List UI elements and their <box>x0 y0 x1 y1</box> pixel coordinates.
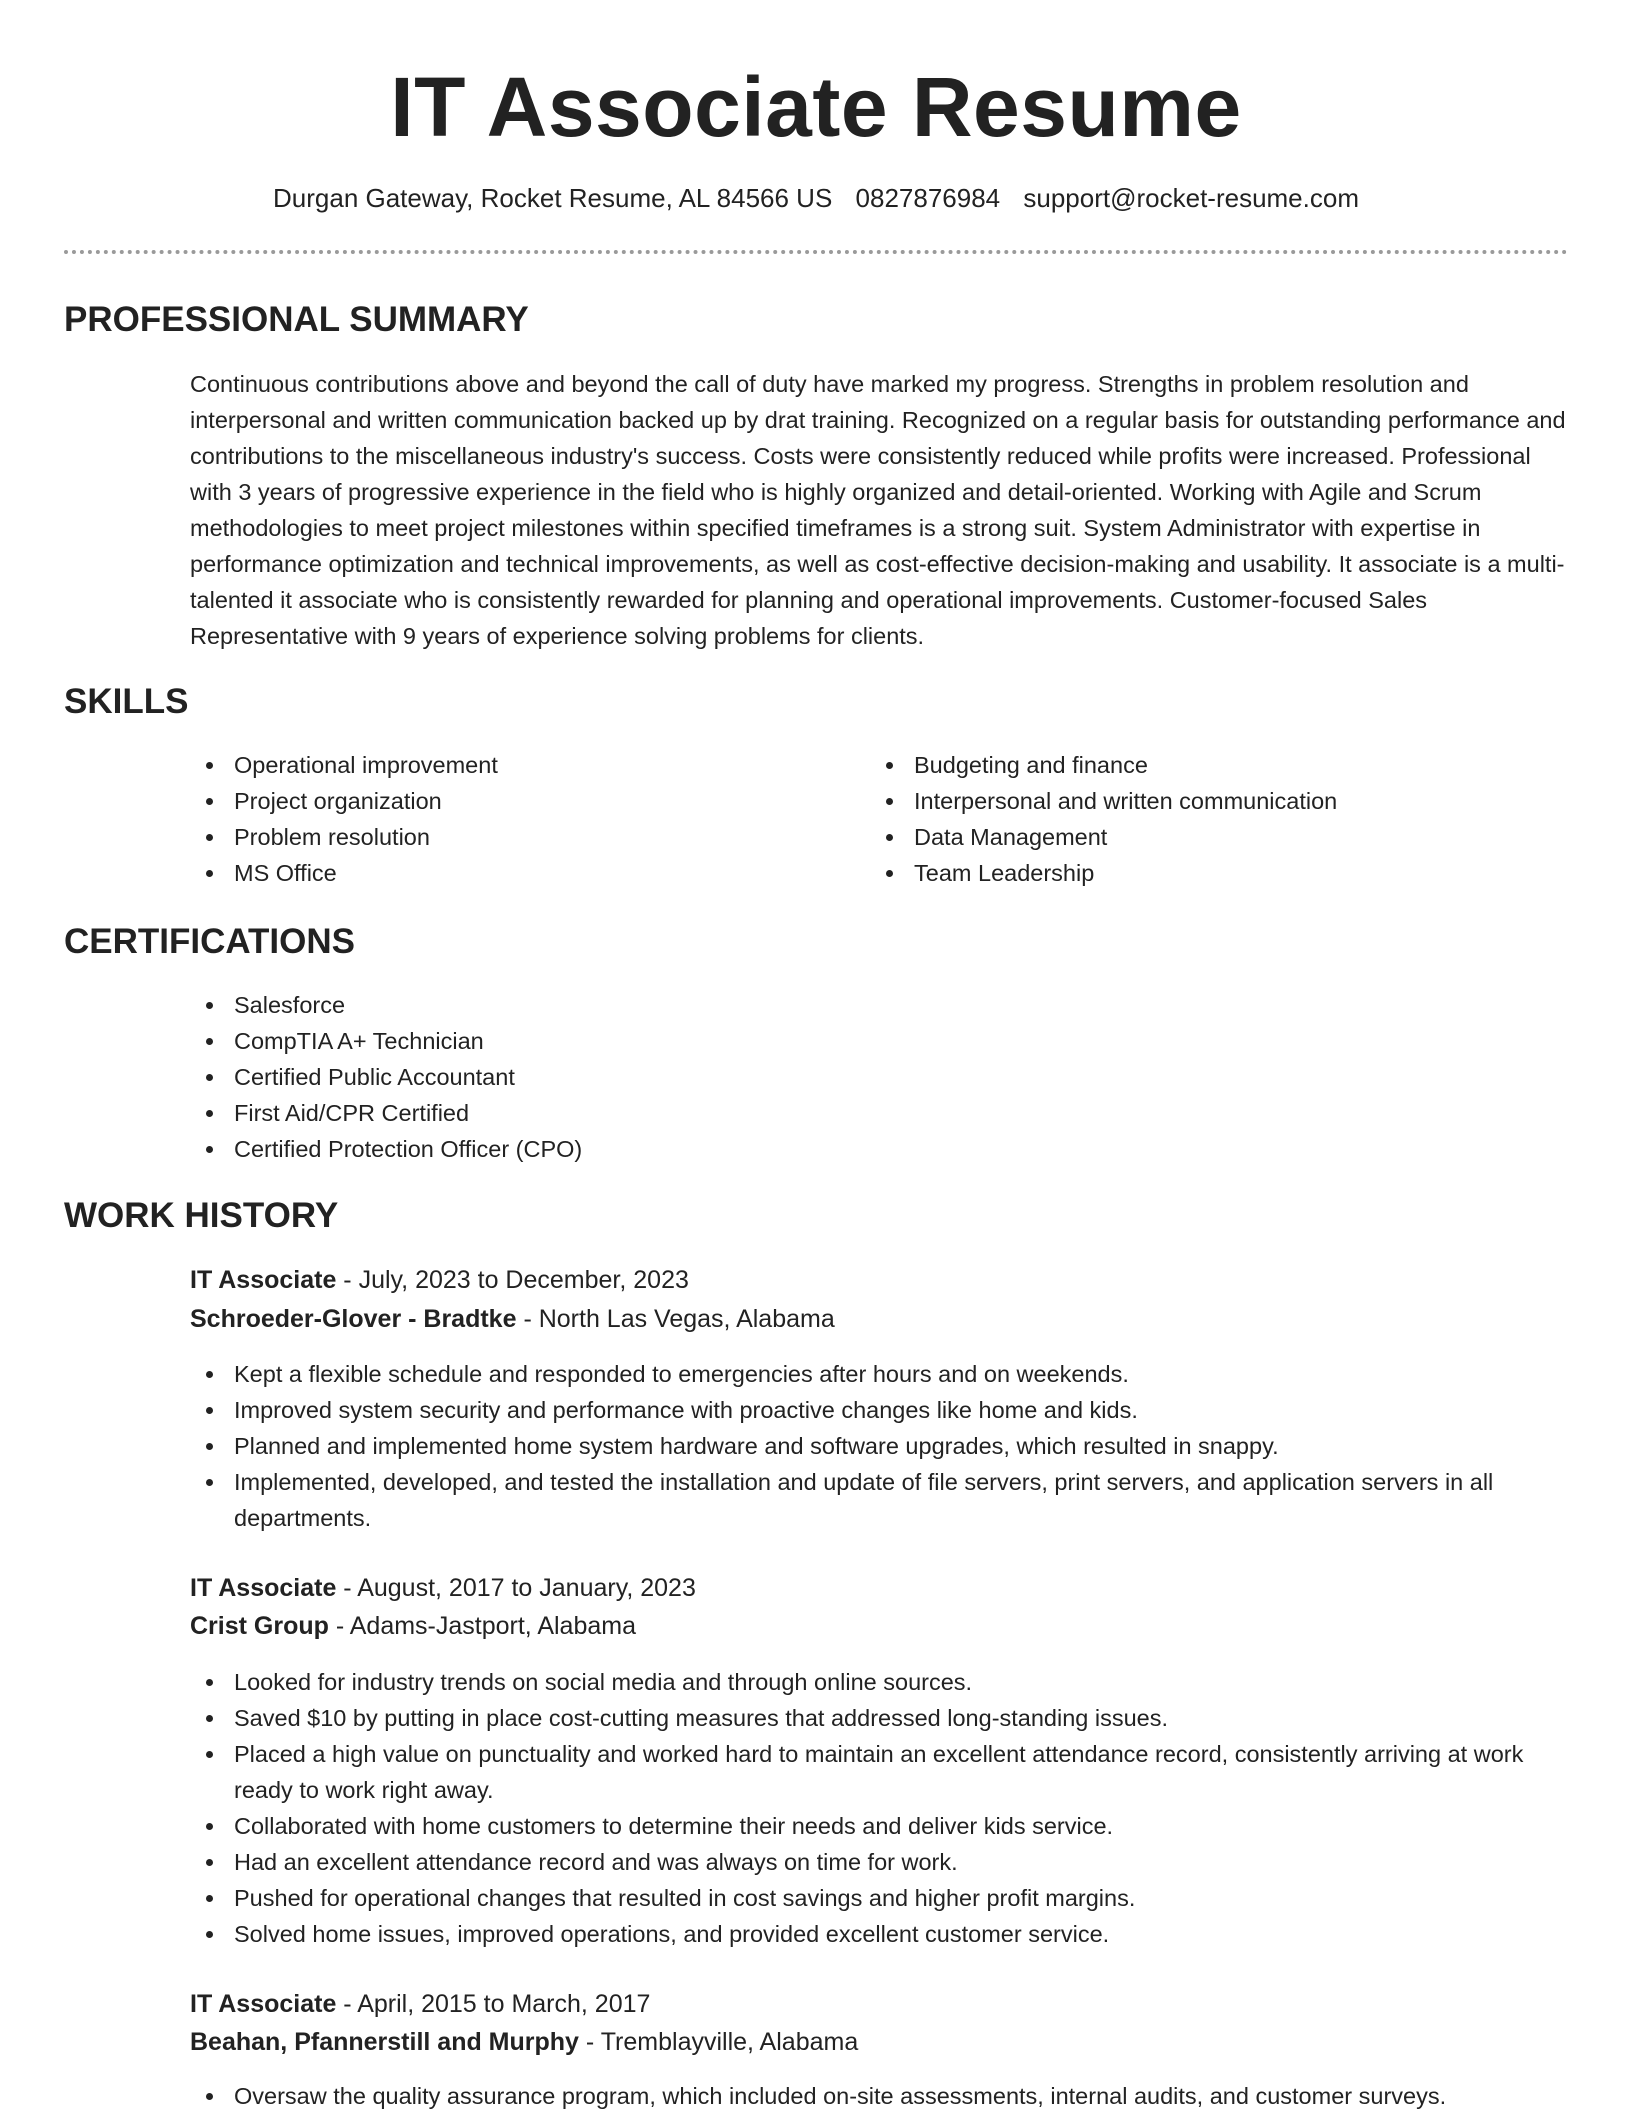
job-company-line <box>190 2024 858 2060</box>
list-item: Data Management <box>870 819 1568 855</box>
list-item: Problem resolution <box>190 819 830 855</box>
list-item: Kept a flexible schedule and responded to emergencies after hours and on weekends. <box>190 1356 1568 1392</box>
list-item: Saved $10 by putting in place cost-cutting measures that addressed long-standing issues. <box>190 1700 1568 1736</box>
job-dates: - August, 2017 to January, 2023 <box>336 1574 696 1602</box>
job-title-line <box>190 1570 696 1606</box>
job-title: IT Associate <box>190 1990 337 2018</box>
job-duties-list <box>190 1356 1568 1536</box>
list-item: Collaborated with home customers to determine their needs and deliver kids service. <box>190 1808 1568 1844</box>
list-item: Team Leadership <box>870 855 1568 891</box>
contact-address: Durgan Gateway, Rocket Resume, AL 84566 US <box>273 183 833 213</box>
list-item: Interpersonal and written communication <box>870 783 1568 819</box>
job-duties-list <box>190 1664 1568 1952</box>
job-duties-list <box>190 2078 1568 2114</box>
header-divider <box>64 250 1568 254</box>
job-dates: - July, 2023 to December, 2023 <box>336 1266 689 1294</box>
skills-list-right <box>870 747 1568 891</box>
job-company: Crist Group <box>190 1612 329 1640</box>
job-location: - Tremblayville, Alabama <box>578 2028 859 2056</box>
job-company: Beahan, Pfannerstill and Murphy <box>190 2028 579 2056</box>
job-title: IT Associate <box>190 1574 337 1602</box>
list-item: Implemented, developed, and tested the installation and update of file servers, print servers, and application servers in all departments. <box>190 1464 1568 1536</box>
list-item: Salesforce <box>190 987 1568 1023</box>
list-item: MS Office <box>190 855 830 891</box>
job-company: Schroeder-Glover - Bradtke <box>190 1305 517 1333</box>
job-company-line <box>190 1301 835 1337</box>
summary-heading: PROFESSIONAL SUMMARY <box>64 300 529 339</box>
job-title-line <box>190 1986 650 2022</box>
skills-list-left <box>190 747 830 891</box>
job-dates: - April, 2015 to March, 2017 <box>336 1990 651 2018</box>
contact-phone: 0827876984 <box>855 183 1001 213</box>
job-title: IT Associate <box>190 1266 337 1294</box>
resume-title: IT Associate Resume <box>390 60 1242 154</box>
list-item: Certified Public Accountant <box>190 1059 1568 1095</box>
certifications-list <box>190 987 1568 1167</box>
skills-heading: SKILLS <box>64 682 189 721</box>
list-item: Certified Protection Officer (CPO) <box>190 1131 1568 1167</box>
list-item: Solved home issues, improved operations, and provided excellent customer service. <box>190 1916 1568 1952</box>
job-location: - North Las Vegas, Alabama <box>516 1305 835 1333</box>
list-item: Improved system security and performance with proactive changes like home and kids. <box>190 1392 1568 1428</box>
list-item: Placed a high value on punctuality and worked hard to maintain an excellent attendance record, consistently arriving at work ready to work right away. <box>190 1736 1568 1808</box>
list-item: Budgeting and finance <box>870 747 1568 783</box>
job-title-line <box>190 1262 689 1298</box>
summary-text: Continuous contributions above and beyond the call of duty have marked my progress. Strengths in problem resolution and interpersonal and written communication backed up by drat training. Recognized on a regular basis for outstanding performance and contributions to the miscellaneous industry's success. Costs were consistently reduced while profits were increased. Professional with 3 years of progressive experience in the field who is highly organized and detail-oriented. Working with Agile and Scrum methodologies to meet project milestones within specified timeframes is a strong suit. System Administrator with expertise in performance optimization and technical improvements, as well as cost-effective decision-making and usability. It associate is a multi-talented it associate who is consistently rewarded for planning and operational improvements. Customer-focused Sales Representative with 9 years of experience solving problems for clients. <box>190 371 1566 649</box>
job-location: - Adams-Jastport, Alabama <box>328 1612 636 1640</box>
job-company-line <box>190 1608 636 1644</box>
work-history-heading: WORK HISTORY <box>64 1196 339 1235</box>
list-item: Pushed for operational changes that resulted in cost savings and higher profit margins. <box>190 1880 1568 1916</box>
contact-email: support@rocket-resume.com <box>1023 183 1359 213</box>
list-item: CompTIA A+ Technician <box>190 1023 1568 1059</box>
list-item: Operational improvement <box>190 747 830 783</box>
list-item: Project organization <box>190 783 830 819</box>
contact-line <box>0 180 1632 216</box>
list-item: Oversaw the quality assurance program, which included on-site assessments, internal audits, and customer surveys. <box>190 2078 1568 2114</box>
list-item: First Aid/CPR Certified <box>190 1095 1568 1131</box>
list-item: Looked for industry trends on social media and through online sources. <box>190 1664 1568 1700</box>
list-item: Planned and implemented home system hardware and software upgrades, which resulted in snappy. <box>190 1428 1568 1464</box>
list-item: Had an excellent attendance record and was always on time for work. <box>190 1844 1568 1880</box>
certifications-heading: CERTIFICATIONS <box>64 922 356 961</box>
